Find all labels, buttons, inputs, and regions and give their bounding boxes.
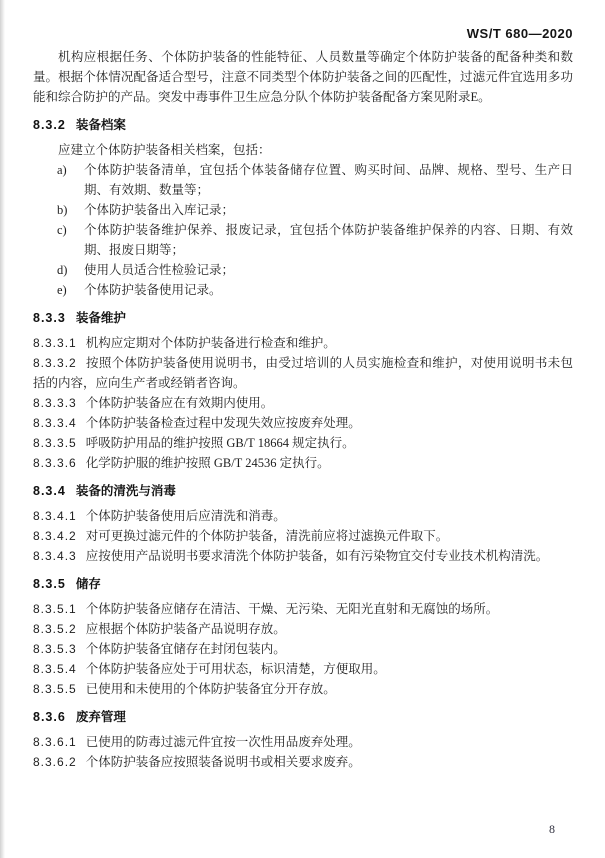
list-item xyxy=(33,160,573,200)
clause xyxy=(33,413,573,433)
clause-number: 8.3.5.2 xyxy=(33,622,77,636)
clause xyxy=(33,732,573,752)
clause xyxy=(33,506,573,526)
section-title: 装备档案 xyxy=(75,118,126,132)
section-heading xyxy=(33,707,573,727)
list-item-text: 使用人员适合性检验记录； xyxy=(84,263,235,277)
clause-text: 对可更换过滤元件的个体防护装备，清洗前应将过滤换元件取下。 xyxy=(85,529,449,543)
clause xyxy=(33,599,573,619)
clause-number: 8.3.5.4 xyxy=(33,662,77,676)
clause-text: 应按使用产品说明书要求清洗个体防护装备，如有污染物宜交付专业技术机构清洗。 xyxy=(85,549,549,563)
list-item xyxy=(33,220,573,260)
clause-number: 8.3.4.3 xyxy=(33,549,77,563)
clause-number: 8.3.3.1 xyxy=(33,336,77,350)
section-number: 8.3.5 xyxy=(33,577,66,591)
section-8-3-2 xyxy=(33,115,573,300)
clause-number: 8.3.5.5 xyxy=(33,682,77,696)
clause-number: 8.3.4.2 xyxy=(33,529,77,543)
section-number: 8.3.2 xyxy=(33,118,66,132)
clause-text: 已使用和未使用的个体防护装备宜分开存放。 xyxy=(85,682,336,696)
clause xyxy=(33,453,573,473)
list-item-label: e) xyxy=(57,283,67,297)
clause-text: 机构应定期对个体防护装备进行检查和维护。 xyxy=(85,336,336,350)
clause-text: 个体防护装备宜储存在封闭包装内。 xyxy=(85,642,286,656)
clause xyxy=(33,526,573,546)
clause-text: 个体防护装备应处于可用状态，标识清楚，方便取用。 xyxy=(85,662,386,676)
clause-number: 8.3.5.1 xyxy=(33,602,77,616)
clause-number: 8.3.4.1 xyxy=(33,509,77,523)
clause-number: 8.3.6.2 xyxy=(33,755,77,769)
section-number: 8.3.3 xyxy=(33,311,66,325)
list-item-label: d) xyxy=(57,263,68,277)
section-8-3-3 xyxy=(33,308,573,473)
clause-text: 个体防护装备使用后应清洗和消毒。 xyxy=(85,509,286,523)
list-item xyxy=(33,260,573,280)
clause-text: 按照个体防护装备使用说明书，由受过培训的人员实施检查和维护，对使用说明书未包括的内容，应向生产者或经销者咨询。 xyxy=(33,356,573,390)
clause xyxy=(33,752,573,772)
list-item-text: 个体防护装备出入库记录； xyxy=(84,203,235,217)
clause-text: 化学防护服的维护按照 GB/T 24536 定执行。 xyxy=(85,456,330,470)
clause-number: 8.3.5.3 xyxy=(33,642,77,656)
intro-paragraph: 机构应根据任务、个体防护装备的性能特征、人员数量等确定个体防护装备的配备种类和数量。根据个体情况配备适合型号，注意不同类型个体防护装备之间的匹配性，过滤元件宜选用多功能和综合防护的产品。突发中毒事件卫生应急分队个体防护装备配备方案见附录E。 xyxy=(33,50,573,104)
section-heading xyxy=(33,574,573,594)
clause xyxy=(33,433,573,453)
list-item-text: 个体防护装备使用记录。 xyxy=(84,283,222,297)
clause xyxy=(33,333,573,353)
archive-item-list xyxy=(33,160,573,300)
list-item xyxy=(33,280,573,300)
standard-code: WS/T 680—2020 xyxy=(466,26,573,41)
section-heading xyxy=(33,308,573,328)
section-title: 装备维护 xyxy=(75,311,126,325)
section-number: 8.3.4 xyxy=(33,484,66,498)
clause xyxy=(33,393,573,413)
clause-text: 个体防护装备应在有效期内使用。 xyxy=(85,396,274,410)
clause xyxy=(33,619,573,639)
clause-number: 8.3.3.5 xyxy=(33,436,77,450)
section-lead: 应建立个体防护装备相关档案，包括： xyxy=(58,143,271,157)
clause xyxy=(33,546,573,566)
clause-text: 个体防护装备应按照装备说明书或相关要求废弃。 xyxy=(85,755,361,769)
document-header xyxy=(33,25,573,41)
section-title: 储存 xyxy=(75,577,101,591)
clause xyxy=(33,679,573,699)
clause xyxy=(33,659,573,679)
clause-number: 8.3.3.4 xyxy=(33,416,77,430)
list-item-text: 个体防护装备维护保养、报废记录，宜包括个体防护装备维护保养的内容、日期、有效期、报废日期等； xyxy=(84,223,573,257)
section-number: 8.3.6 xyxy=(33,710,66,724)
list-item-label: c) xyxy=(57,223,67,237)
list-item xyxy=(33,200,573,220)
clause xyxy=(33,639,573,659)
clause-number: 8.3.3.3 xyxy=(33,396,77,410)
section-title: 装备的清洗与消毒 xyxy=(75,484,176,498)
clause xyxy=(33,353,573,393)
list-item-label: a) xyxy=(57,163,67,177)
clause-text: 已使用的防毒过滤元件宜按一次性用品废弃处理。 xyxy=(85,735,361,749)
clause-text: 应根据个体防护装备产品说明存放。 xyxy=(85,622,286,636)
list-item-text: 个体防护装备清单，宜包括个体装备储存位置、购买时间、品牌、规格、型号、生产日期、有效期、数量等； xyxy=(84,163,573,197)
section-8-3-6 xyxy=(33,707,573,772)
section-8-3-4 xyxy=(33,481,573,566)
section-heading xyxy=(33,481,573,501)
clause-text: 个体防护装备检查过程中发现失效应按废弃处理。 xyxy=(85,416,361,430)
section-heading xyxy=(33,115,573,135)
page-number: 8 xyxy=(549,822,555,836)
clause-text: 个体防护装备应储存在清洁、干燥、无污染、无阳光直射和无腐蚀的场所。 xyxy=(85,602,499,616)
clause-number: 8.3.3.6 xyxy=(33,456,77,470)
clause-number: 8.3.6.1 xyxy=(33,735,77,749)
clause-number: 8.3.3.2 xyxy=(33,356,77,370)
clause-text: 呼吸防护用品的维护按照 GB/T 18664 规定执行。 xyxy=(85,436,355,450)
section-8-3-5 xyxy=(33,574,573,699)
section-title: 废弃管理 xyxy=(75,710,126,724)
list-item-label: b) xyxy=(57,203,68,217)
